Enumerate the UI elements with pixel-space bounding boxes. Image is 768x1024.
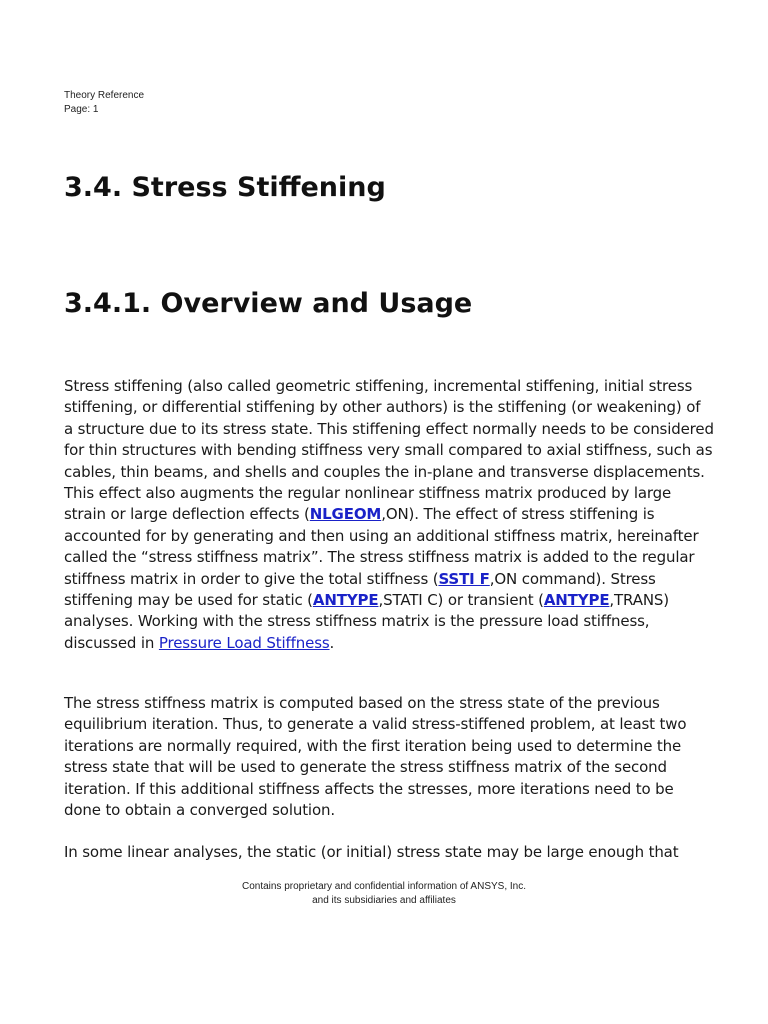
paragraph-text: ,ON command). Stress stiffening may be used for static (: [64, 569, 656, 610]
paragraph-linear-analyses: In some linear analyses, the static (or initial) stress state may be large enough that: [64, 843, 679, 861]
page-footer: [0, 880, 768, 908]
paragraph-stress-matrix: The stress stiffness matrix is computed based on the stress state of the previous equilibrium iteration. Thus, to generate a valid stress-stiffened problem, at least two iterations are normally required, with the first iteration being used to determine the stress state that will be used to generate the stress stiffness matrix of the second iteration. If this additional stiffness affects the stresses, more iterations need to be done to obtain a converged solution.: [64, 694, 687, 820]
paragraph-overview: [64, 376, 714, 654]
paragraph-text: ,STATI C) or transient (: [378, 591, 544, 610]
antype-trans-command-link[interactable]: ANTYPE: [543, 591, 610, 610]
paragraph-text: ,TRANS) analyses. Working with the stress stiffness matrix is the pressure load stiffness, discussed in: [64, 591, 669, 652]
document-title: Theory Reference: [64, 90, 145, 101]
paragraph-text: ,ON). The effect of stress stiffening is accounted for by generating and then using an additional stiffness matrix, hereinafter called the “stress stiffness matrix”. The stress stiffness matrix is added to the regular stiffness matrix in order to give the total stiffness (: [64, 505, 699, 588]
section-title: 3.4. Stress Stiffening: [64, 172, 386, 203]
subsection-title: 3.4.1. Overview and Usage: [64, 288, 473, 319]
paragraph-text: Stress stiffening (also called geometric stiffening, incremental stiffening, initial stress stiffening, or differential stiffening by other authors) is the stiffening (or weakening) of a structure due to its stress state. This stiffening effect normally needs to be considered for thin structures with bending stiffness very small compared to axial stiffness, such as cables, thin beams, and shells and couples the in-plane and transverse displacements. This effect also augments the regular nonlinear stiffness matrix produced by large strain or large deflection effects (: [64, 377, 714, 524]
pressure-load-stiffness-link[interactable]: Pressure Load Stiffness: [158, 633, 330, 652]
page-number: Page: 1: [64, 104, 99, 115]
paragraph-text: .: [329, 633, 335, 652]
page-header: [64, 89, 144, 117]
nlgeom-command-link[interactable]: NLGEOM: [309, 505, 382, 524]
sstif-command-link[interactable]: SSTI F: [438, 569, 490, 588]
footer-line: Contains proprietary and confidential information of ANSYS, Inc.: [241, 881, 527, 892]
footer-line: and its subsidiaries and affiliates: [312, 895, 456, 906]
antype-static-command-link[interactable]: ANTYPE: [312, 591, 379, 610]
